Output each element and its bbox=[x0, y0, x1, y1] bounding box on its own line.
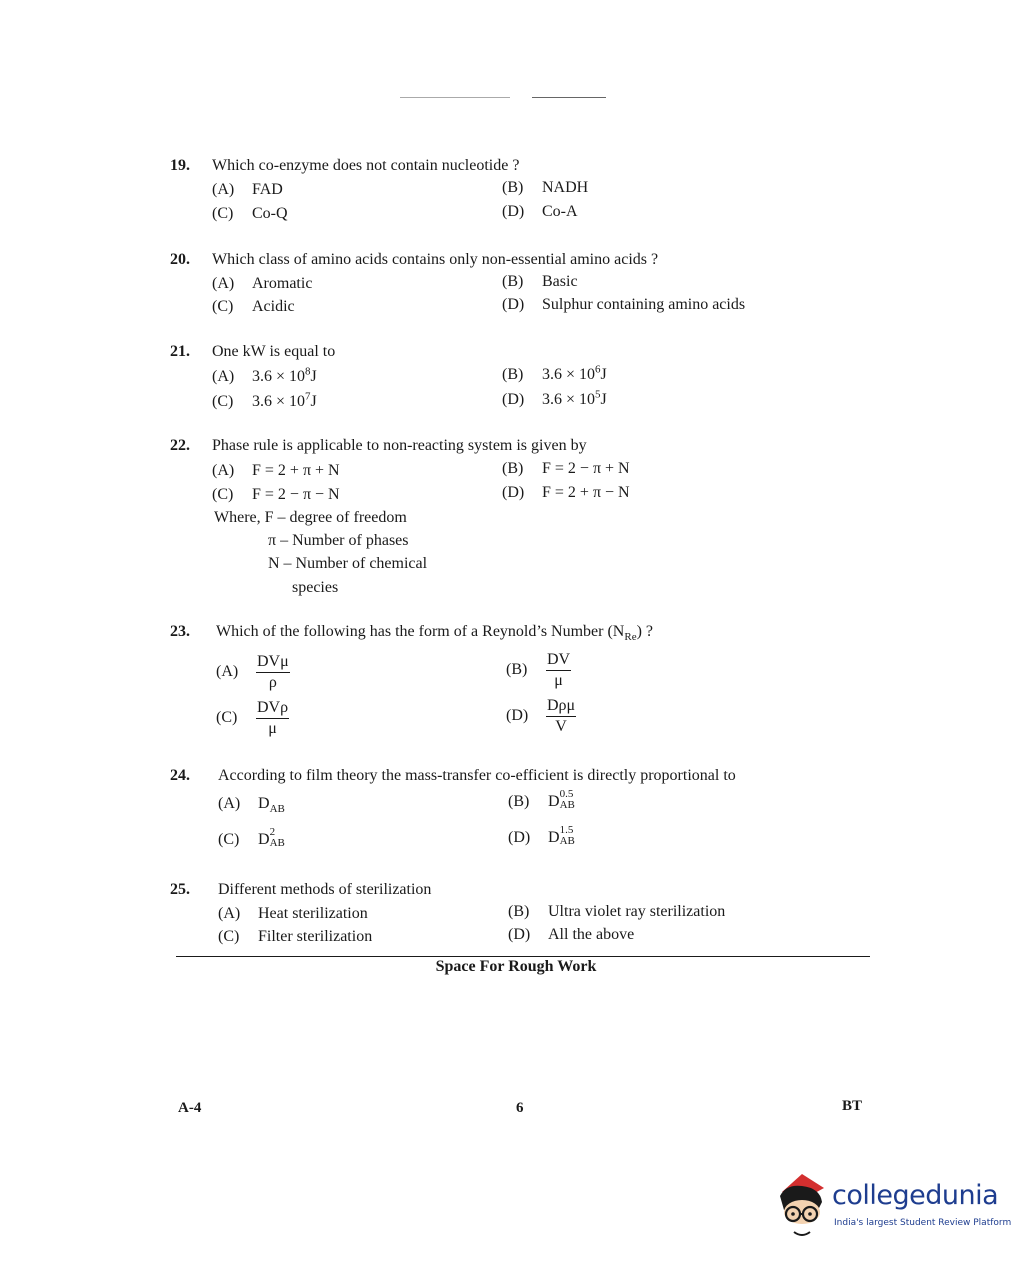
question-text: Different methods of sterilization bbox=[218, 881, 432, 898]
page-number: 6 bbox=[516, 1100, 524, 1116]
option-c: (C) $\frac{\text{DVρ}}{\mu}$ bbox=[216, 699, 289, 737]
option-d: (D) D 1.5 AB bbox=[508, 824, 575, 848]
footer-code: A-4 bbox=[178, 1100, 202, 1116]
option-d: (D) Sulphur containing amino acids bbox=[502, 296, 746, 313]
question-number: 23. bbox=[170, 623, 190, 640]
option-d: (D) All the above bbox=[508, 926, 635, 943]
option-a: (A) Aromatic bbox=[212, 275, 313, 292]
option-b: (B) Ultra violet ray sterilization bbox=[508, 903, 726, 920]
logo-tagline: India's largest Student Review Platform bbox=[834, 1218, 1012, 1228]
question-number: 25. bbox=[170, 881, 190, 898]
option-d: (D) Co-A bbox=[502, 203, 578, 220]
option-b: (B) D 0.5 AB bbox=[508, 788, 575, 812]
option-d: (D) $3.6 \times 10^5J$ bbox=[502, 388, 607, 408]
question-number: 20. bbox=[170, 251, 190, 268]
option-b: (B) $\frac{DV}{\mu}$ bbox=[506, 651, 571, 689]
option-a: (A) Heat sterilization bbox=[218, 905, 368, 922]
option-c: (C) Filter sterilization bbox=[218, 928, 373, 945]
option-c: (C) Co-Q bbox=[212, 205, 288, 222]
rough-work-heading: Space For Rough Work bbox=[435, 958, 597, 975]
option-a: (A) $3.6 \times 10^8J$ bbox=[212, 365, 317, 385]
question-number: 19. bbox=[170, 157, 190, 174]
option-c: (C) $3.6 \times 10^7J$ bbox=[212, 390, 317, 410]
question-text: One kW is equal to bbox=[212, 343, 336, 360]
option-b: (B) NADH bbox=[502, 179, 589, 196]
option-c: (C) D 2 AB bbox=[218, 826, 285, 850]
scan-smudge bbox=[400, 97, 510, 98]
option-b: (B) F = 2 − π + N bbox=[502, 460, 630, 477]
option-a: (A) $\frac{\text{DVμ}}{\rho}$ bbox=[216, 653, 289, 691]
option-a: (A) $D_{AB}$ bbox=[218, 795, 285, 816]
question-number: 22. bbox=[170, 437, 190, 454]
mascot-icon bbox=[772, 1170, 832, 1240]
question-text: Which co-enzyme does not contain nucleotide ? bbox=[212, 157, 520, 174]
option-c: (C) F = 2 − π − N bbox=[212, 486, 340, 503]
where-line: species bbox=[292, 579, 339, 596]
option-d: (D) $\frac{\text{Dρμ}}{V}$ bbox=[506, 697, 576, 735]
question-text: Which of the following has the form of a Reynold’s Number $(N_{Re})$ ? bbox=[216, 623, 654, 644]
subject-code: BT bbox=[842, 1098, 863, 1114]
option-a: (A) FAD bbox=[212, 181, 283, 198]
question-text: According to film theory the mass-transfer co-efficient is directly proportional to bbox=[218, 767, 736, 784]
option-b: (B) $3.6 \times 10^6J$ bbox=[502, 363, 607, 383]
question-text: Phase rule is applicable to non-reacting system is given by bbox=[212, 437, 587, 454]
logo-wordmark: collegedunia bbox=[832, 1180, 999, 1211]
question-number: 21. bbox=[170, 343, 190, 360]
where-line: Where, F – degree of freedom bbox=[214, 509, 407, 526]
option-c: (C) Acidic bbox=[212, 298, 295, 315]
option-d: (D) F = 2 + π − N bbox=[502, 484, 630, 501]
where-line: N – Number of chemical bbox=[268, 555, 428, 572]
scan-smudge bbox=[532, 97, 606, 98]
option-b: (B) Basic bbox=[502, 273, 578, 290]
divider-line bbox=[176, 956, 870, 957]
option-a: (A) F = 2 + π + N bbox=[212, 462, 340, 479]
question-number: 24. bbox=[170, 767, 190, 784]
question-text: Which class of amino acids contains only non-essential amino acids ? bbox=[212, 251, 659, 268]
collegedunia-logo bbox=[772, 1170, 1012, 1240]
where-line: π – Number of phases bbox=[268, 532, 409, 549]
